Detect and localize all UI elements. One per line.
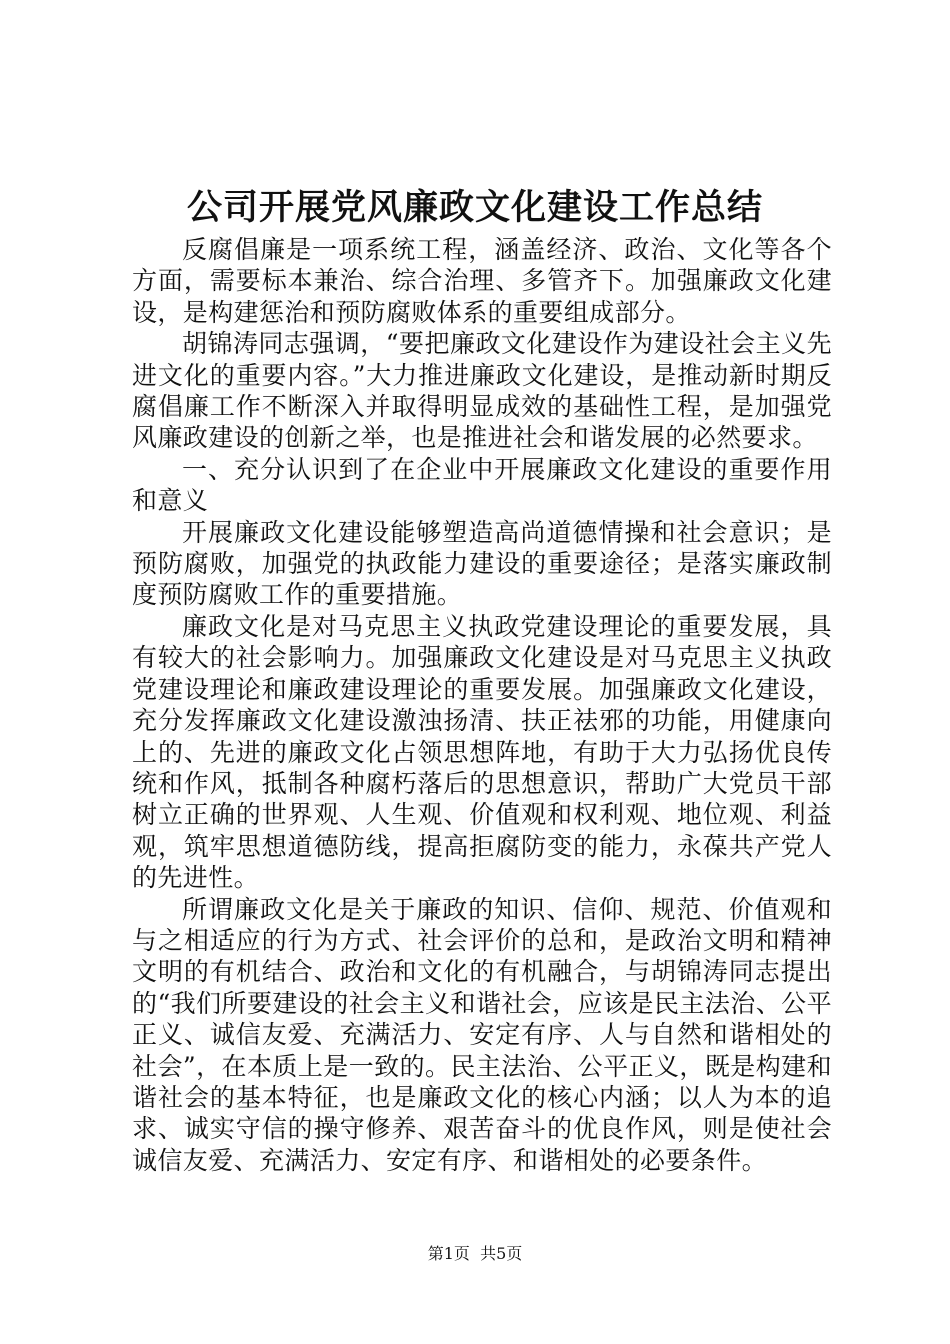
paragraph: 开展廉政文化建设能够塑造高尚道德情操和社会意识；是预防腐败，加强党的执政能力建设的重要途径；是落实廉政制度预防腐败工作的重要措施。 (132, 517, 832, 610)
paragraph: 廉政文化是对马克思主义执政党建设理论的重要发展，具有较大的社会影响力。加强廉政文化建设是对马克思主义执政党建设理论和廉政建设理论的重要发展。加强廉政文化建设，充分发挥廉政文化建设激浊扬清、扶正祛邪的功能，用健康向上的、先进的廉政文化占领思想阵地，有助于大力弘扬优良传统和作风，抵制各种腐朽落后的思想意识，帮助广大党员干部树立正确的世界观、人生观、价值观和权利观、地位观、利益观，筑牢思想道德防线，提高拒腐防变的能力，永葆共产党人的先进性。 (132, 611, 832, 893)
page-footer (0, 1243, 950, 1265)
section-heading: 一、充分认识到了在企业中开展廉政文化建设的重要作用和意义 (132, 454, 832, 516)
paragraph: 反腐倡廉是一项系统工程，涵盖经济、政治、文化等各个方面，需要标本兼治、综合治理、多管齐下。加强廉政文化建设，是构建惩治和预防腐败体系的重要组成部分。 (132, 235, 832, 327)
paragraph: 所谓廉政文化是关于廉政的知识、信仰、规范、价值观和与之相适应的行为方式、社会评价的总和，是政治文明和精神文明的有机结合、政治和文化的有机融合，与胡锦涛同志提出的“我们所要建设的社会主义和谐社会，应该是民主法治、公平正义、诚信友爱、充满活力、安定有序、人与自然和谐相处的社会”，在本质上是一致的。民主法治、公平正义，既是构建和谐社会的基本特征，也是廉政文化的核心内涵；以人为本的追求、诚实守信的操守修养、艰苦奋斗的优良作风，则是使社会诚信友爱、充满活力、安定有序、和谐相处的必要条件。 (132, 894, 832, 1175)
document-body (132, 234, 832, 1176)
page-number: 第1页 (427, 1244, 470, 1263)
document-title: 公司开展党风廉政文化建设工作总结 (186, 187, 763, 228)
paragraph: 胡锦涛同志强调，“要把廉政文化建设作为建设社会主义先进文化的重要内容。”大力推进廉政文化建设，是推动新时期反腐倡廉工作不断深入并取得明显成效的基础性工程，是加强党风廉政建设的创新之举，也是推进社会和谐发展的必然要求。 (132, 329, 832, 453)
page-total: 共5页 (480, 1244, 523, 1263)
